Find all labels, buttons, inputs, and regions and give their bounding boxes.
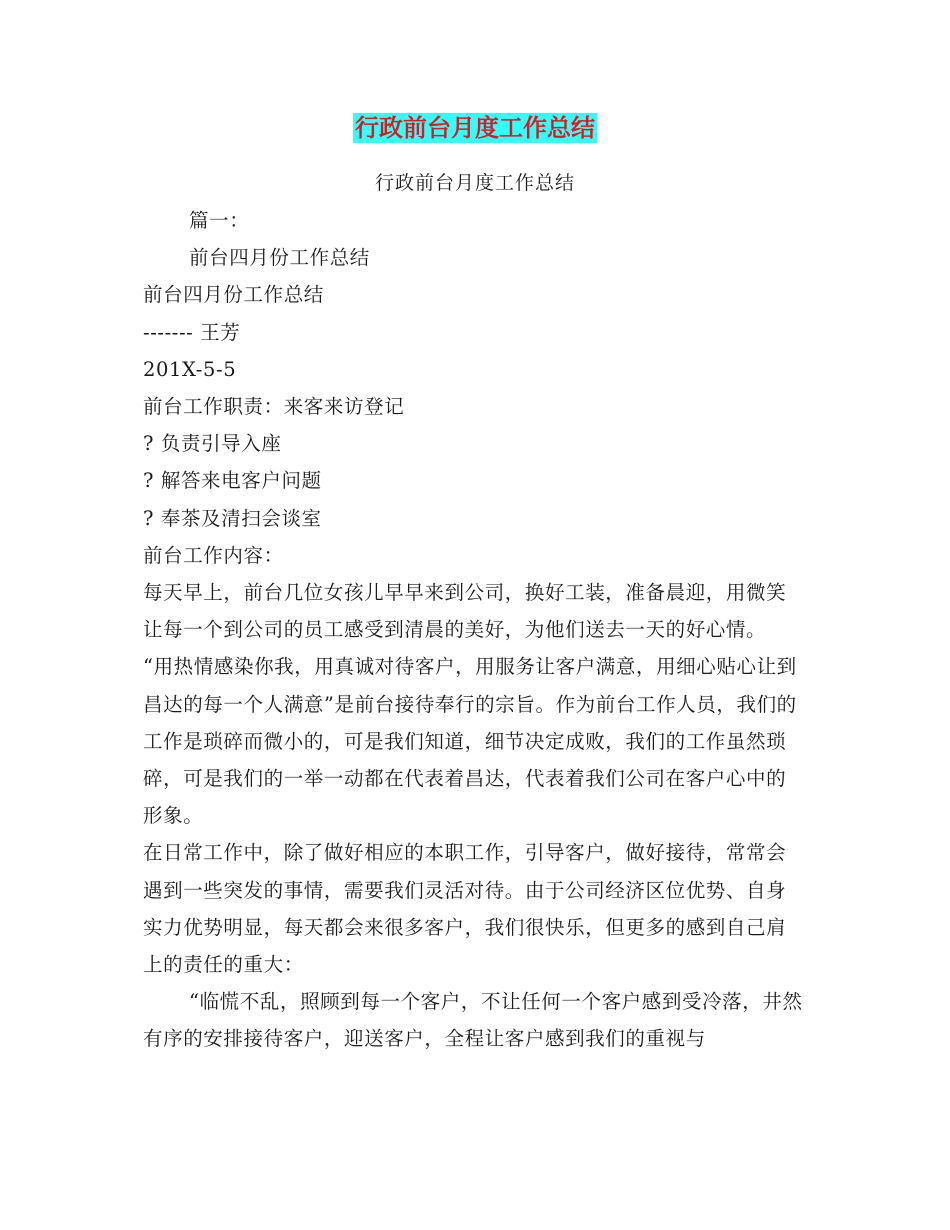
content-heading: 前台工作内容： — [143, 543, 284, 567]
paragraph-reception-quote: “临慌不乱，照顾到每一个客户，不让任何一个客户感到受冷落，井然有序的安排接待客户，迎送客户，全程让客户感到我们的重视与 — [143, 990, 803, 1051]
paragraph-morning-greeting: 每天早上，前台几位女孩儿早早来到公司，换好工装，准备晨迎，用微笑让每一个到公司的员工感受到清晨的美好，为他们送去一天的好心情。 — [143, 581, 787, 642]
section-heading-indented: 前台四月份工作总结 — [189, 246, 370, 270]
date-line: 201X-5-5 — [143, 357, 237, 381]
document-body — [143, 202, 823, 1058]
section-heading: 前台四月份工作总结 — [143, 283, 324, 307]
document-subtitle: 行政前台月度工作总结 — [374, 172, 575, 194]
duty-item: ? 解答来电客户问题 — [143, 469, 322, 493]
author-line: ------- 王芳 — [143, 320, 241, 344]
duties-heading: 前台工作职责：来客来访登记 — [143, 395, 405, 419]
paragraph-daily-work: 在日常工作中，除了做好相应的本职工作，引导客户，做好接待，常常会遇到一些突发的事情，需要我们灵活对待。由于公司经济区位优势、自身实力优势明显，每天都会来很多客户，我们很快乐，但更多的感到自己肩上的责任的重大： — [143, 841, 787, 977]
duty-item: ? 奉茶及清扫会谈室 — [143, 506, 322, 530]
title-container — [0, 113, 950, 143]
part-label: 篇一： — [189, 209, 250, 232]
duty-item: ? 负责引导入座 — [143, 432, 282, 456]
paragraph-service-motto: “用热情感染你我，用真诚对待客户，用服务让客户满意，用细心贴心让到昌达的每一个人满意”是前台接待奉行的宗旨。作为前台工作人员，我们的工作是琐碎而微小的，可是我们知道，细节决定成败，我们的工作虽然琐碎，可是我们的一举一动都在代表着昌达，代表着我们公司在客户心中的形象。 — [143, 655, 797, 828]
document-title: 行政前台月度工作总结 — [355, 114, 595, 142]
